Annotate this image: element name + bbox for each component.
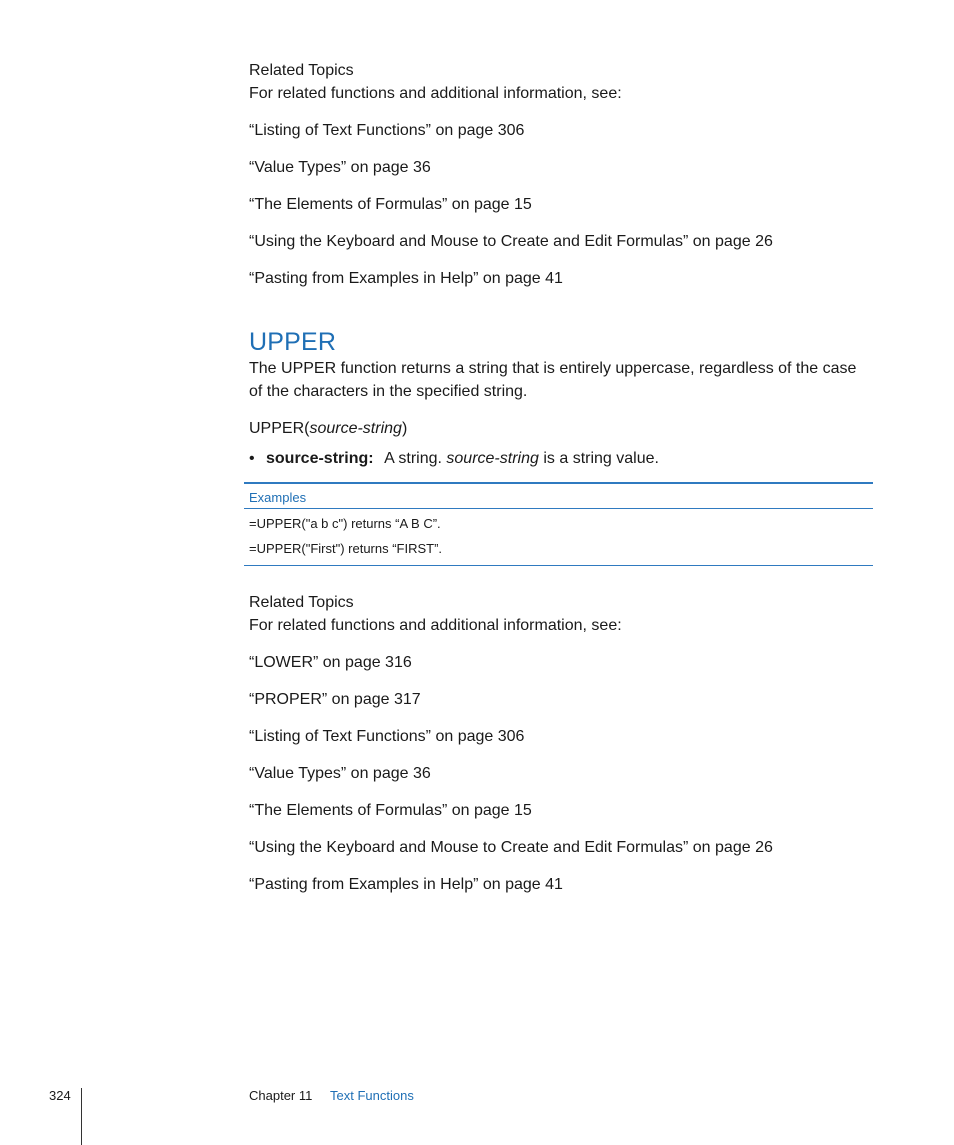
examples-heading: Examples bbox=[249, 490, 307, 505]
related-link[interactable]: “The Elements of Formulas” on page 15 bbox=[249, 802, 532, 819]
function-syntax: UPPER(source-string) bbox=[249, 420, 408, 437]
function-title: UPPER bbox=[249, 328, 337, 356]
related-topics-heading: Related Topics bbox=[249, 594, 354, 611]
examples-bottom-rule bbox=[244, 565, 873, 566]
related-topics-section-1 bbox=[249, 59, 874, 105]
argument-name: source-string bbox=[446, 450, 539, 467]
bullet-dot: • bbox=[249, 450, 255, 467]
argument-text: A string. bbox=[384, 450, 442, 467]
function-description-block bbox=[249, 357, 874, 403]
related-link[interactable]: “Listing of Text Functions” on page 306 bbox=[249, 122, 525, 139]
argument-bullet bbox=[249, 447, 659, 470]
related-link[interactable]: “The Elements of Formulas” on page 15 bbox=[249, 196, 532, 213]
chapter-title[interactable]: Text Functions bbox=[330, 1088, 414, 1103]
examples-body bbox=[244, 509, 873, 561]
related-topics-intro: For related functions and additional information, see: bbox=[249, 617, 622, 634]
footer-divider bbox=[81, 1088, 82, 1145]
related-link[interactable]: “LOWER” on page 316 bbox=[249, 654, 412, 671]
argument-text-2: is a string value. bbox=[543, 450, 659, 467]
example-row: =UPPER("a b c") returns “A B C”. bbox=[249, 516, 441, 531]
syntax-argument: source-string bbox=[309, 420, 402, 437]
related-link[interactable]: “PROPER” on page 317 bbox=[249, 691, 421, 708]
related-link[interactable]: “Using the Keyboard and Mouse to Create and Edit Formulas” on page 26 bbox=[249, 839, 773, 856]
examples-table bbox=[244, 482, 873, 566]
related-link[interactable]: “Pasting from Examples in Help” on page 41 bbox=[249, 270, 563, 287]
related-link[interactable]: “Listing of Text Functions” on page 306 bbox=[249, 728, 525, 745]
related-link[interactable]: “Using the Keyboard and Mouse to Create and Edit Formulas” on page 26 bbox=[249, 233, 773, 250]
function-description: The UPPER function returns a string that is entirely uppercase, regardless of the case of the characters in the specified string. bbox=[249, 360, 857, 400]
related-topics-heading: Related Topics bbox=[249, 62, 354, 79]
example-row: =UPPER("First") returns “FIRST”. bbox=[249, 541, 443, 556]
chapter-label: Chapter 11 bbox=[249, 1088, 313, 1103]
syntax-function-name: UPPER bbox=[249, 420, 305, 437]
related-topics-intro: For related functions and additional information, see: bbox=[249, 85, 622, 102]
related-link[interactable]: “Pasting from Examples in Help” on page 41 bbox=[249, 876, 563, 893]
argument-term: source-string: bbox=[266, 450, 374, 467]
related-link[interactable]: “Value Types” on page 36 bbox=[249, 765, 431, 782]
related-topics-section-2 bbox=[249, 591, 874, 637]
related-link[interactable]: “Value Types” on page 36 bbox=[249, 159, 431, 176]
page-number: 324 bbox=[49, 1088, 71, 1103]
